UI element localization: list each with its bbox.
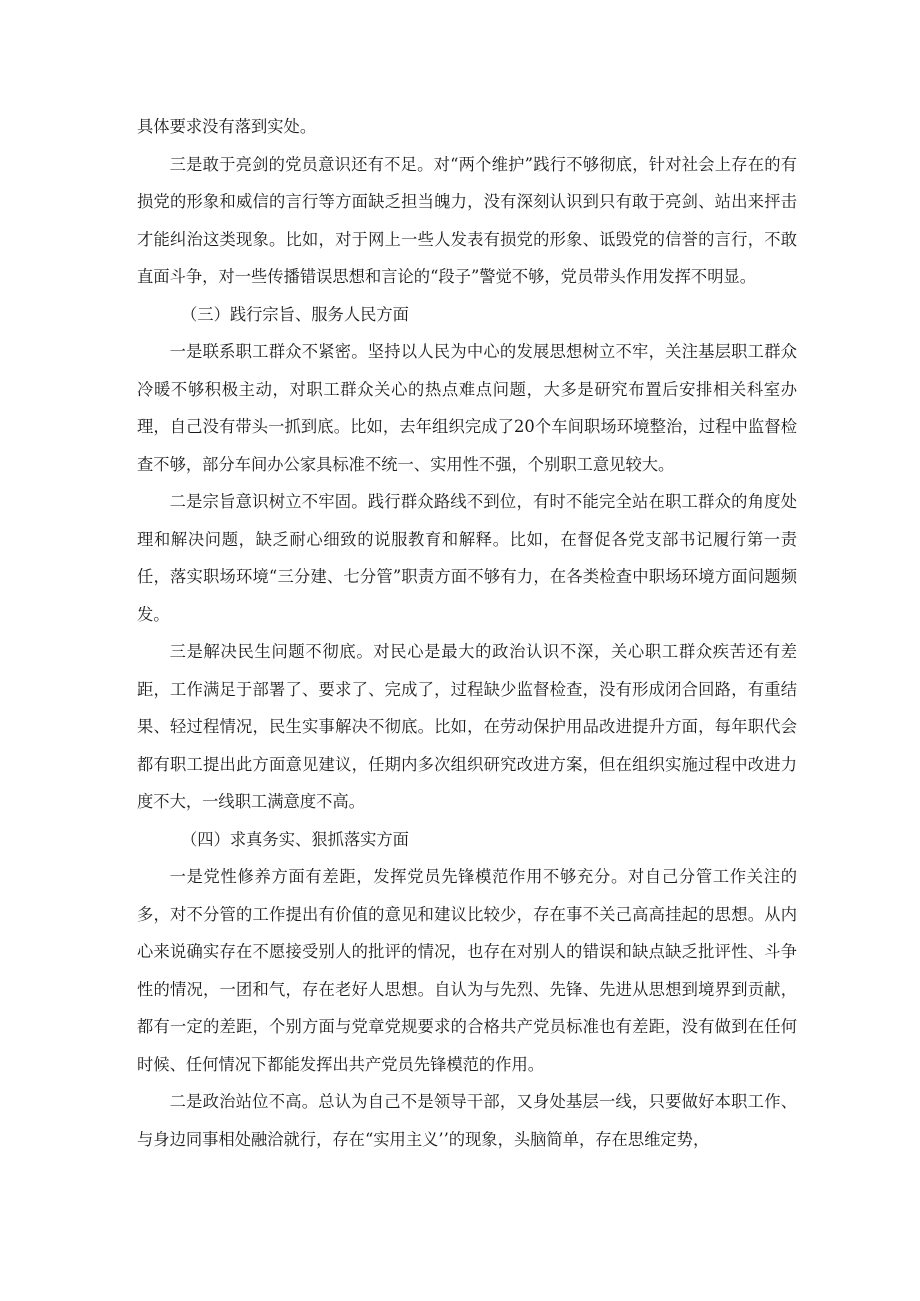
paragraph-party-cultivation: 一是党性修养方面有差距，发挥党员先锋模范作用不够充分。对自己分管工作关注的多，对不分管的工作提出有价值的意见和建议比较少，存在事不关己高高挂起的思想。从内心来说确实存在不愿接受别人的批评的情况，也存在对别人的错误和缺点缺乏批评性、斗争性的情况，一团和气，存在老好人思想。自认为与先烈、先锋、先进从思想到境界到贡献，都有一定的差距，个别方面与党章党规要求的合格共产党员标准也有差距，没有做到在任何时候、任何情况下都能发挥出共产党员先锋模范的作用。 — [137, 867, 797, 1074]
section-heading-3: （三）践行宗旨、服务人民方面 — [181, 304, 409, 324]
paragraph-political-stance: 二是政治站位不高。总认为自己不是领导干部，又身处基层一线，只要做好本职工作、与身边同事相处融洽就行，存在“实用主义’’的现象，头脑简单，存在思维定势， — [137, 1092, 797, 1149]
document-page — [137, 108, 797, 1158]
paragraph-purpose-awareness: 二是宗旨意识树立不牢固。践行群众路线不到位，有时不能完全站在职工群众的角度处理和解决问题，缺乏耐心细致的说服教育和解释。比如，在督促各党支部书记履行第一责任，落实职场环境“三分建、七分管”职责方面不够有力，在各类检查中职场环境方面问题频发。 — [137, 492, 797, 624]
paragraph-contact-workers: 一是联系职工群众不紧密。坚持以人民为中心的发展思想树立不牢，关注基层职工群众冷暖不够积极主动，对职工群众关心的热点难点问题，大多是研究布置后安排相关科室办理，自己没有带头一抓到底。比如，去年组织完成了20个车间职场环境整治，过程中监督检查不够，部分车间办公家具标准不统一、实用性不强，个别职工意见较大。 — [137, 342, 797, 474]
section-heading-4: （四）求真务实、狠抓落实方面 — [181, 829, 409, 849]
paragraph-livelihood: 三是解决民生问题不彻底。对民心是最大的政治认识不深，关心职工群众疾苦还有差距，工作满足于部署了、要求了、完成了，过程缺少监督检查，没有形成闭合回路，有重结果、轻过程情况，民生实事解决不彻底。比如，在劳动保护用品改进提升方面，每年职代会都有职工提出此方面意见建议，任期内多次组织研究改进方案，但在组织实施过程中改进力度不大，一线职工满意度不高。 — [137, 642, 797, 811]
paragraph-continuation: 具体要求没有落到实处。 — [137, 117, 317, 136]
paragraph-party-awareness: 三是敢于亮剑的党员意识还有不足。对“两个维护”践行不够彻底，针对社会上存在的有损党的形象和威信的言行等方面缺乏担当魄力，没有深刻认识到只有敢于亮剑、站出来抨击才能纠治这类现象。比如，对于网上一些人发表有损党的形象、诋毁党的信誉的言行，不敢直面斗争，对一些传播错误思想和言论的“段子”警觉不够，党员带头作用发挥不明显。 — [137, 154, 797, 286]
